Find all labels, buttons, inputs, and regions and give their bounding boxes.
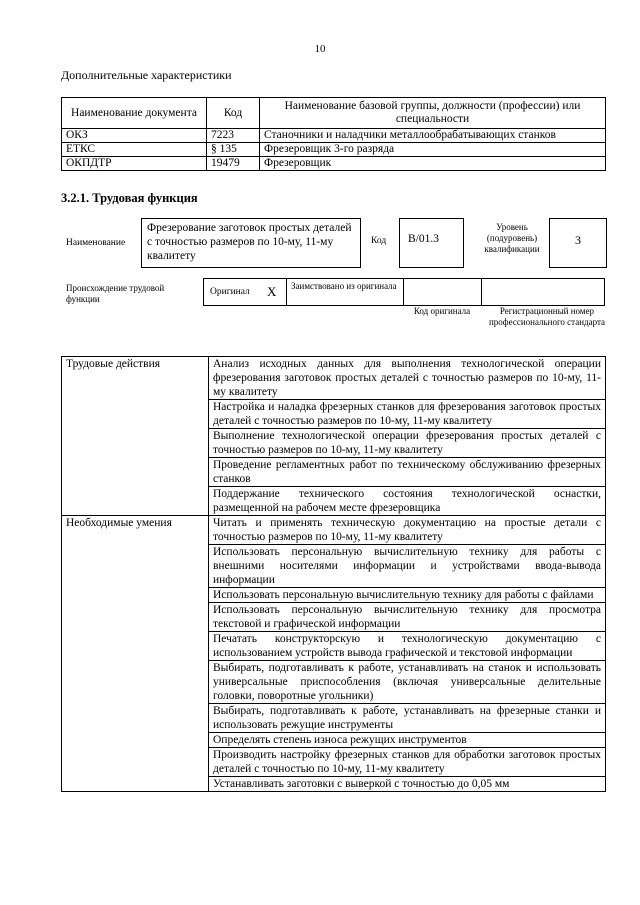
list-item: Устанавливать заготовки с выверкой с точностью до 0,05 мм [209,777,606,792]
additional-characteristics-heading: Дополнительные характеристики [61,68,232,82]
code-label: Код [371,236,387,246]
registration-number-caption: Регистрационный номер профессионального стандарта [488,306,606,327]
list-item: Поддержание технического состояния технологической оснастки, размещенной на рабочем месте фрезеровщика [209,487,606,516]
list-item: Использовать персональную вычислительную технику для работы с внешними носителями информации и устройствами ввода-вывода информации [209,545,606,588]
list-item: Определять степень износа режущих инструментов [209,733,606,748]
qualification-level-label: Уровень (подуровень) квалификации [484,222,540,254]
borrowed-label: Заимствовано из оригинала [291,281,397,291]
list-item: Анализ исходных данных для выполнения технологической операции фрезерования заготовок простых деталей с точностью размеров по 10-му, 11-му квалитету [209,357,606,400]
list-item: Выполнение технологической операции фрезерования простых деталей с точностью размеров по 10-му, 11-му квалитету [209,429,606,458]
level-value: 3 [575,233,581,247]
table-cell: Фрезеровщик [260,157,606,171]
column-header: Код [207,98,260,129]
divider [286,279,287,305]
list-item: Использовать персональную вычислительную технику для работы с файлами [209,588,606,603]
divider [481,279,482,305]
labour-function-table [61,356,606,792]
list-item: Использовать персональную вычислительную технику для просмотра текстовой и графической информации [209,603,606,632]
table-row [62,357,606,400]
table-row [62,129,606,143]
list-item: Настройка и наладка фрезерных станков для фрезерования заготовок простых деталей с точностью размеров по 10-му, 11-му квалитету [209,400,606,429]
list-item: Проведение регламентных работ по техническому обслуживанию фрезерных станков [209,458,606,487]
function-name-box [141,218,361,268]
table-cell: ОКЗ [62,129,207,143]
name-label: Наименование [66,238,126,248]
list-item: Печатать конструкторскую и технологическую документацию с использованием устройств вывода графической и текстовой информации [209,632,606,661]
origin-row [203,278,605,306]
table-cell: Станочники и наладчики металлообрабатывающих станков [260,129,606,143]
table-cell: 7223 [207,129,260,143]
divider [403,279,404,305]
additional-characteristics-table [61,97,606,171]
table-header-row [62,98,606,129]
section-title-labour-actions: Трудовые действия [62,357,209,516]
table-cell: ОКПДТР [62,157,207,171]
table-cell: ЕТКС [62,143,207,157]
origin-label: Происхождение трудовой функции [66,283,165,304]
list-item: Выбирать, подготавливать к работе, устанавливать на фрезерные станки и использовать режущие инструменты [209,704,606,733]
labour-function-title: 3.2.1. Трудовая функция [61,191,198,205]
original-mark: X [267,284,277,299]
original-code-caption: Код оригинала [413,306,471,316]
list-item: Выбирать, подготавливать к работе, устанавливать на станок и использовать универсальные приспособления (включая универсальные делительные головки, поворотные угольники) [209,661,606,704]
function-name-value: Фрезерование заготовок простых деталей с точностью размеров по 10-му, 11-му квалитету [147,222,352,262]
original-label: Оригинал [210,287,250,297]
list-item: Читать и применять техническую документацию на простые детали с точностью размеров по 10-му, 11-му квалитету [209,516,606,545]
column-header: Наименование документа [62,98,207,129]
code-value: В/01.3 [408,233,439,245]
table-cell: § 135 [207,143,260,157]
list-item: Производить настройку фрезерных станков для обработки заготовок простых деталей с точностью по 10-му, 11-му квалитету [209,748,606,777]
table-row [62,143,606,157]
section-title-required-skills: Необходимые умения [62,516,209,792]
table-cell: Фрезеровщик 3-го разряда [260,143,606,157]
page-number: 10 [314,43,326,55]
table-row [62,157,606,171]
code-box [399,218,464,268]
table-row [62,516,606,545]
level-box [549,218,607,268]
column-header: Наименование базовой группы, должности (профессии) или специальности [260,98,606,129]
table-cell: 19479 [207,157,260,171]
